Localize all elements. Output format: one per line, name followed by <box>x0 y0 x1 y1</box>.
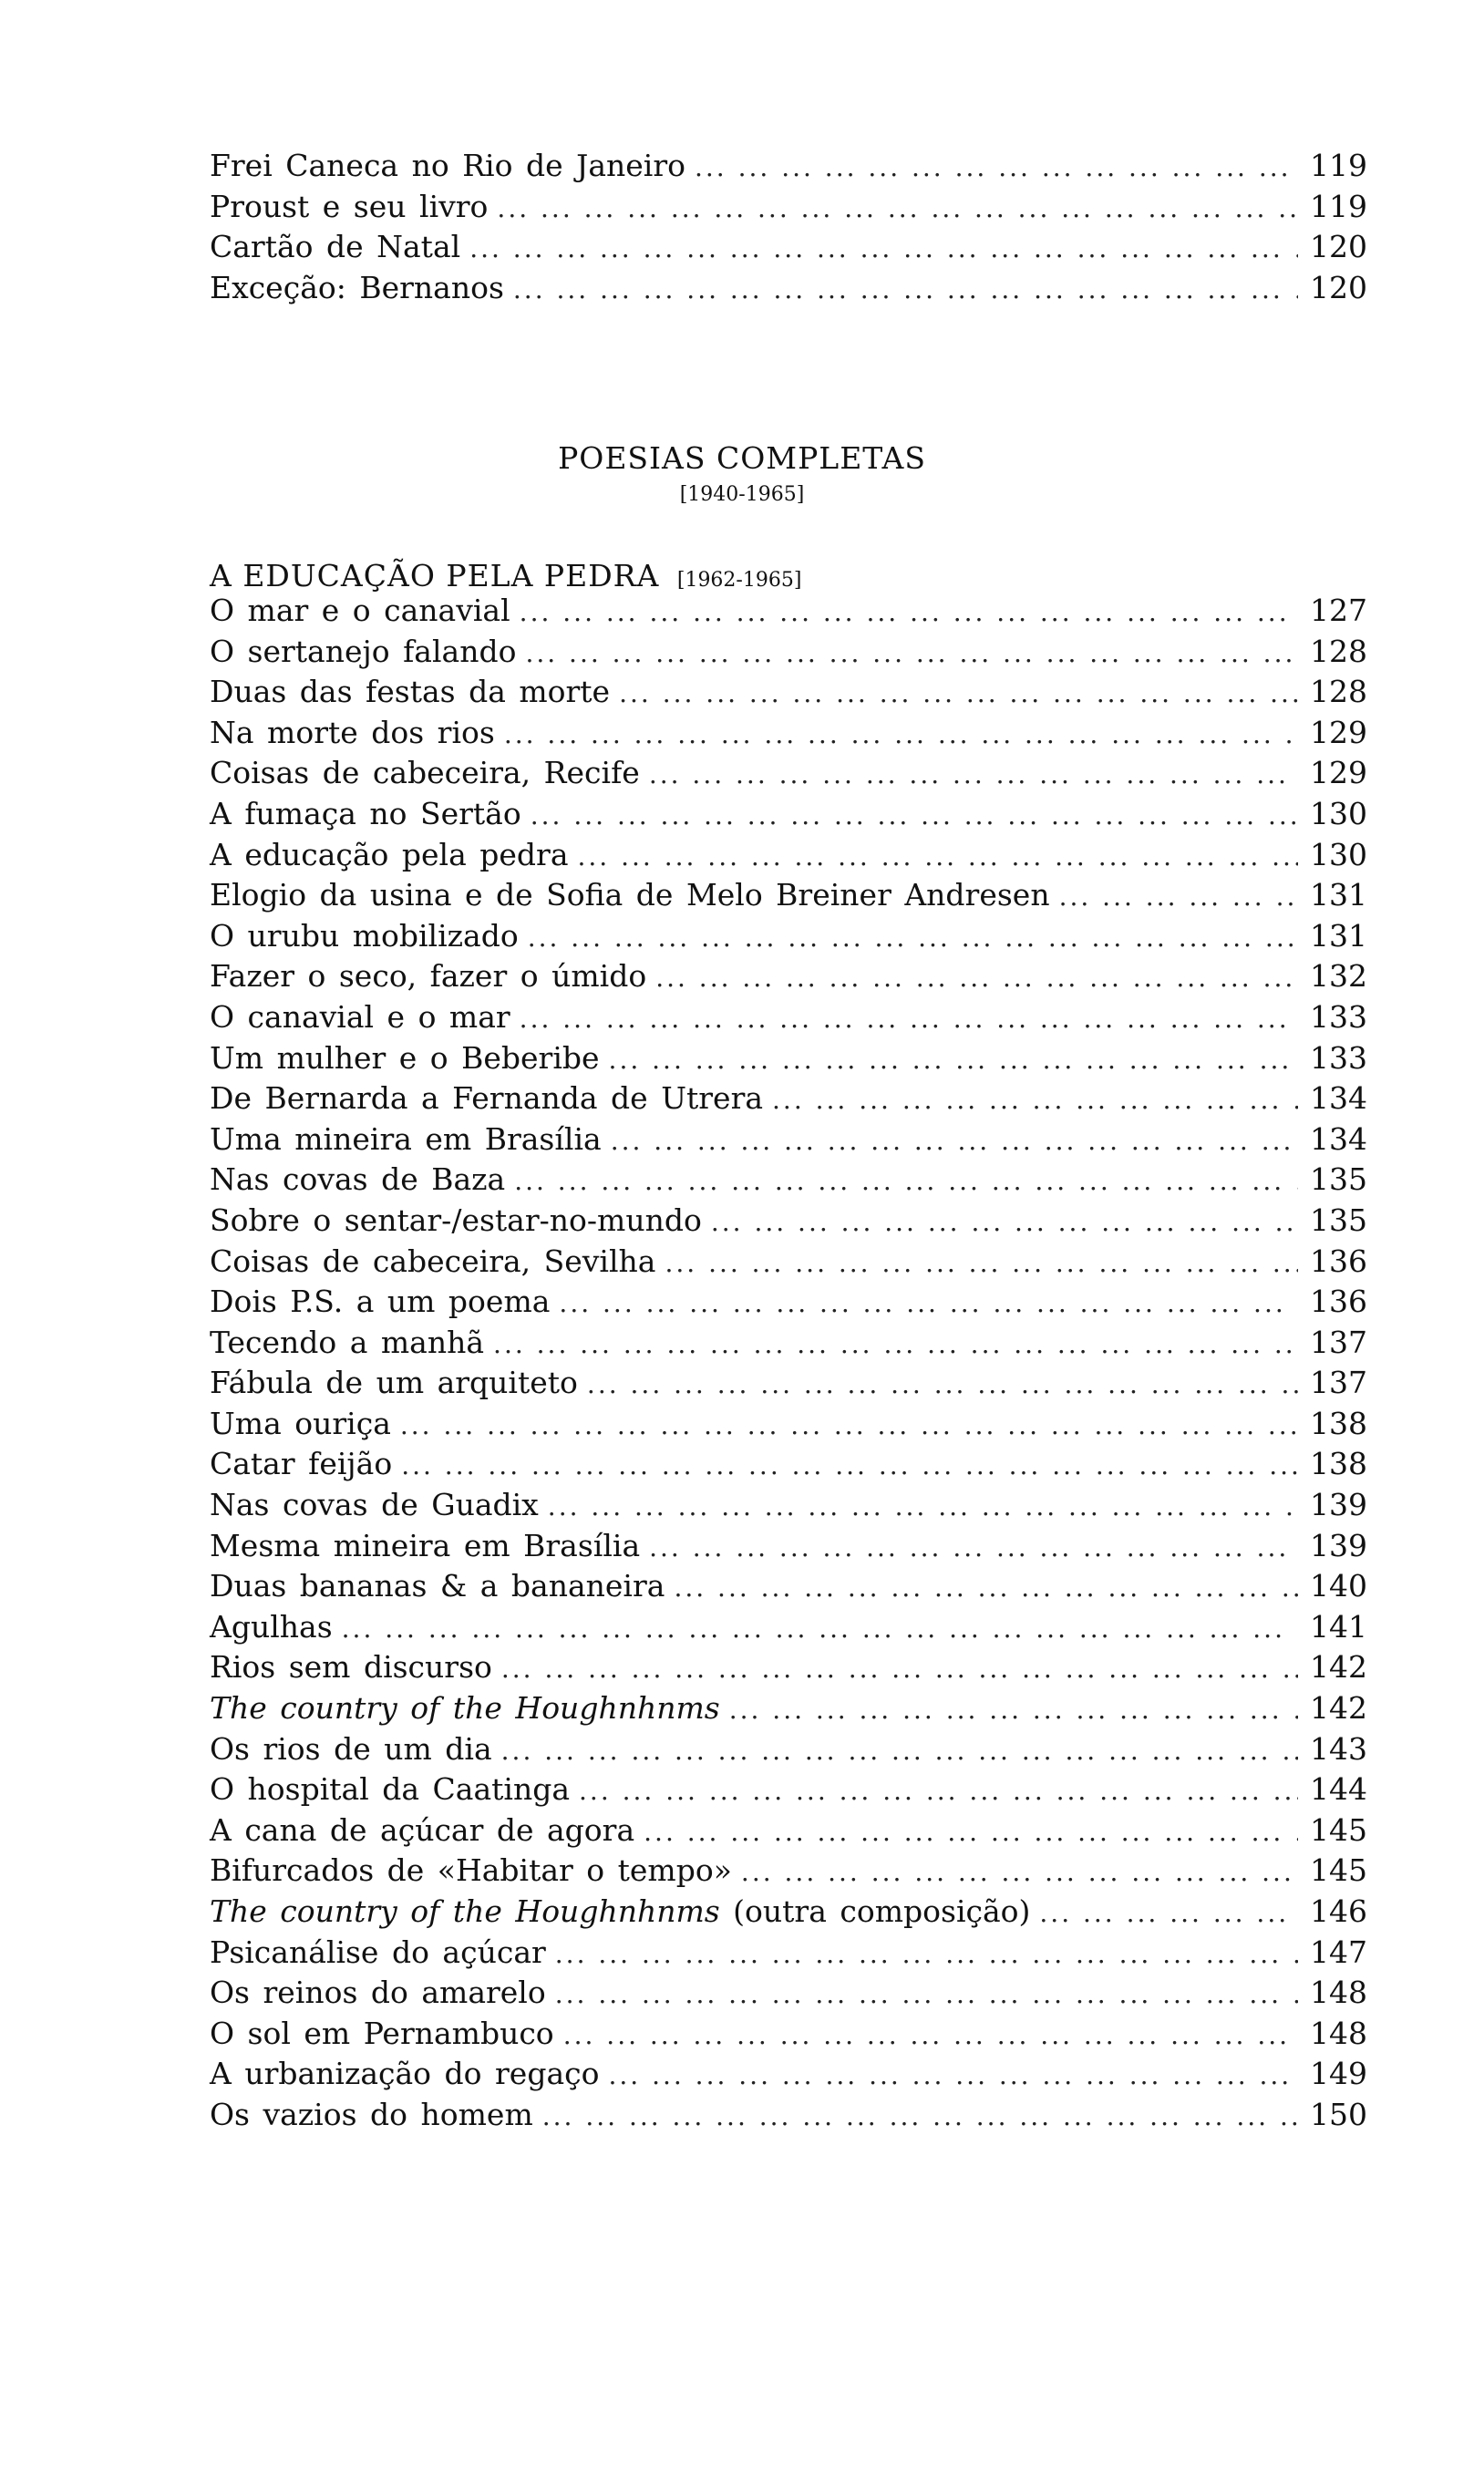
dot-leader <box>674 1568 1298 1609</box>
toc-entry-title-italic: The country of the Houghnhnms <box>210 1893 720 1929</box>
toc-entry <box>210 1973 1367 2014</box>
toc-entry <box>210 875 1367 916</box>
dot-leader <box>513 270 1298 311</box>
toc-entry-page: 132 <box>1310 958 1367 995</box>
toc-entry <box>210 1892 1367 1933</box>
toc-entry-page: 145 <box>1310 1852 1367 1889</box>
dot-leader <box>619 674 1298 715</box>
toc-entry-title: Psicanálise do açúcar <box>210 1934 546 1970</box>
toc-entry-page: 129 <box>1310 714 1367 750</box>
dot-leader <box>649 1528 1298 1569</box>
toc-entry-page: 133 <box>1310 1039 1367 1076</box>
toc-entry-title: Rios sem discurso <box>210 1649 492 1686</box>
toc-entry <box>210 753 1367 794</box>
toc-entry <box>210 1688 1367 1729</box>
toc-entry <box>210 2014 1367 2055</box>
toc-entry-page: 131 <box>1310 877 1367 913</box>
dot-leader <box>525 634 1298 675</box>
dot-leader <box>729 1690 1298 1731</box>
toc-entry-title: Duas bananas & a bananeira <box>210 1568 665 1604</box>
toc-entry <box>210 997 1367 1038</box>
toc-entry <box>210 227 1367 268</box>
toc-entry-title: Mesma mineira em Brasília <box>210 1527 641 1563</box>
toc-entry <box>210 1078 1367 1119</box>
toc-entry <box>210 1323 1367 1364</box>
toc-entry-title: Cartão de Natal <box>210 229 461 265</box>
toc-entry-title <box>210 1892 1039 1933</box>
toc-entry <box>210 1404 1367 1445</box>
toc-entry-page: 135 <box>1310 1202 1367 1238</box>
toc-entry <box>210 1851 1367 1892</box>
toc-entry-title: Exceção: Bernanos <box>210 269 504 305</box>
toc-entry <box>210 916 1367 957</box>
dot-leader <box>772 1080 1298 1121</box>
dot-leader <box>711 1202 1298 1243</box>
toc-entry-page: 150 <box>1310 2096 1367 2132</box>
toc-entry-page: 137 <box>1310 1324 1367 1360</box>
toc-entry <box>210 1242 1367 1283</box>
toc-entry-title: Uma mineira em Brasília <box>210 1120 602 1157</box>
toc-entry-title: Duas das festas da morte <box>210 674 611 710</box>
toc-entry-page: 130 <box>1310 836 1367 872</box>
toc-entry-title: Coisas de cabeceira, Sevilha <box>210 1243 656 1279</box>
toc-entry-title: Fazer o seco, fazer o úmido <box>210 958 647 995</box>
toc-entry-page: 119 <box>1310 188 1367 224</box>
toc-entry-page: 143 <box>1310 1730 1367 1767</box>
toc-entry-title-italic: The country of the Houghnhnms <box>210 1690 720 1727</box>
toc-entry-title: Fábula de um arquiteto <box>210 1365 578 1401</box>
toc-entry <box>210 1160 1367 1201</box>
toc-entry-title: Na morte dos rios <box>210 714 495 750</box>
dot-leader <box>609 1040 1298 1081</box>
toc-entry-page: 148 <box>1310 2015 1367 2051</box>
toc-entry <box>210 2095 1367 2136</box>
dot-leader <box>555 1934 1298 1975</box>
toc-entry-page: 130 <box>1310 795 1367 831</box>
toc-entry-title: Tecendo a manhã <box>210 1324 485 1360</box>
dot-leader <box>579 1771 1298 1812</box>
toc-entry-page: 140 <box>1310 1568 1367 1604</box>
toc-entry-page: 120 <box>1310 269 1367 305</box>
dot-leader <box>1059 877 1298 918</box>
toc-entry-page: 137 <box>1310 1365 1367 1401</box>
toc-entry-title: Sobre o sentar-/estar-no-mundo <box>210 1202 702 1238</box>
toc-top-list <box>210 146 1367 308</box>
toc-entry <box>210 835 1367 876</box>
toc-entry <box>210 1363 1367 1404</box>
dot-leader <box>563 2016 1298 2057</box>
toc-entry-title: Catar feijão <box>210 1446 393 1482</box>
dot-leader <box>548 1487 1298 1528</box>
toc-entry-page: 128 <box>1310 633 1367 669</box>
toc-entry-page: 138 <box>1310 1405 1367 1441</box>
toc-entry <box>210 794 1367 835</box>
dot-leader <box>493 1325 1298 1366</box>
toc-main-list <box>210 591 1367 2136</box>
toc-entry <box>210 1444 1367 1485</box>
dot-leader <box>531 796 1298 837</box>
dot-leader <box>1039 1893 1298 1934</box>
toc-entry-title: A urbanização do regaço <box>210 2056 600 2092</box>
dot-leader <box>649 755 1298 796</box>
toc-entry <box>210 713 1367 754</box>
toc-entry <box>210 1201 1367 1242</box>
toc-entry-title: Os rios de um dia <box>210 1730 492 1767</box>
toc-entry-title-suffix: (outra composição) <box>719 1893 1031 1929</box>
toc-entry-page: 145 <box>1310 1811 1367 1848</box>
toc-entry-title: Os vazios do homem <box>210 2096 533 2132</box>
toc-entry-page: 141 <box>1310 1608 1367 1645</box>
toc-entry-page: 136 <box>1310 1243 1367 1279</box>
toc-entry-page: 142 <box>1310 1690 1367 1727</box>
toc-entry-title: Coisas de cabeceira, Recife <box>210 755 640 791</box>
toc-entry-title: Um mulher e o Beberibe <box>210 1039 600 1076</box>
toc-entry-page: 136 <box>1310 1284 1367 1320</box>
section-years: [1940-1965] <box>679 483 805 506</box>
dot-leader <box>542 2097 1298 2138</box>
toc-entry <box>210 1769 1367 1810</box>
toc-entry-page: 131 <box>1310 917 1367 954</box>
toc-entry <box>210 1607 1367 1648</box>
dot-leader <box>520 593 1298 634</box>
toc-entry-title: A educação pela pedra <box>210 836 569 872</box>
toc-entry <box>210 632 1367 673</box>
toc-entry-title: Dois P.S. a um poema <box>210 1284 551 1320</box>
toc-entry-title: Frei Caneca no Rio de Janeiro <box>210 148 685 183</box>
dot-leader <box>655 958 1298 999</box>
toc-entry-page: 128 <box>1310 674 1367 710</box>
toc-entry-page: 138 <box>1310 1446 1367 1482</box>
toc-entry-title: O urubu mobilizado <box>210 917 519 954</box>
toc-entry-title: Nas covas de Guadix <box>210 1487 539 1523</box>
book-title-text: A EDUCAÇÃO PELA PEDRA <box>210 558 660 593</box>
toc-entry-title: Uma ouriça <box>210 1405 391 1441</box>
toc-entry <box>210 1119 1367 1160</box>
toc-entry <box>210 591 1367 632</box>
toc-entry-title: O hospital da Caatinga <box>210 1771 571 1808</box>
toc-entry-title: O mar e o canavial <box>210 593 510 628</box>
dot-leader <box>497 189 1298 230</box>
dot-leader <box>400 1406 1298 1447</box>
toc-entry-title: De Bernarda a Fernanda de Utrera <box>210 1080 764 1117</box>
toc-entry <box>210 1566 1367 1607</box>
dot-leader <box>644 1812 1298 1853</box>
dot-leader <box>587 1365 1298 1406</box>
dot-leader <box>559 1284 1298 1325</box>
toc-entry <box>210 1282 1367 1323</box>
toc-entry <box>210 1526 1367 1567</box>
book-years: [1962-1965] <box>676 569 802 592</box>
dot-leader <box>501 1649 1298 1690</box>
toc-entry <box>210 1485 1367 1526</box>
toc-entry-title: Elogio da usina e de Sofia de Melo Breiner Andresen <box>210 877 1050 913</box>
dot-leader <box>514 1161 1298 1202</box>
toc-entry-title: Nas covas de Baza <box>210 1161 506 1198</box>
toc-entry-title: O sol em Pernambuco <box>210 2015 554 2051</box>
toc-entry-page: 134 <box>1310 1120 1367 1157</box>
toc-entry <box>210 2054 1367 2095</box>
toc-entry-page: 142 <box>1310 1649 1367 1686</box>
toc-entry-title: O canavial e o mar <box>210 998 510 1035</box>
toc-entry <box>210 1810 1367 1851</box>
toc-entry-title: Bifurcados de «Habitar o tempo» <box>210 1852 732 1889</box>
toc-entry-title: Agulhas <box>210 1608 333 1645</box>
dot-leader <box>342 1609 1298 1650</box>
dot-leader <box>695 148 1298 189</box>
toc-entry <box>210 1933 1367 1974</box>
toc-entry-title: A cana de açúcar de agora <box>210 1811 635 1848</box>
toc-entry <box>210 1729 1367 1770</box>
toc-entry-page: 139 <box>1310 1487 1367 1523</box>
toc-entry-page: 144 <box>1310 1771 1367 1808</box>
toc-entry-title <box>210 1688 729 1729</box>
toc-entry <box>210 268 1367 309</box>
toc-entry <box>210 187 1367 228</box>
toc-entry-page: 147 <box>1310 1934 1367 1970</box>
toc-entry-page: 119 <box>1310 148 1367 183</box>
toc-entry-page: 149 <box>1310 2056 1367 2092</box>
dot-leader <box>469 229 1298 270</box>
dot-leader <box>401 1446 1298 1487</box>
toc-entry-page: 120 <box>1310 229 1367 265</box>
toc-entry-title: Os reinos do amarelo <box>210 1975 546 2011</box>
toc-entry-page: 135 <box>1310 1161 1367 1198</box>
dot-leader <box>741 1852 1298 1893</box>
dot-leader <box>520 999 1298 1040</box>
dot-leader <box>608 2056 1298 2097</box>
toc-entry <box>210 672 1367 713</box>
toc-entry-page: 134 <box>1310 1080 1367 1117</box>
toc-entry-page: 133 <box>1310 998 1367 1035</box>
dot-leader <box>555 1975 1298 2016</box>
toc-entry <box>210 146 1367 187</box>
toc-entry <box>210 956 1367 997</box>
toc-entry-page: 127 <box>1310 593 1367 628</box>
dot-leader <box>611 1121 1298 1162</box>
toc-entry-page: 148 <box>1310 1975 1367 2011</box>
dot-leader <box>528 918 1298 959</box>
dot-leader <box>504 715 1298 756</box>
toc-entry-page: 139 <box>1310 1527 1367 1563</box>
section-heading: POESIAS COMPLETAS <box>558 440 926 476</box>
toc-entry <box>210 1647 1367 1688</box>
toc-entry <box>210 1038 1367 1079</box>
toc-entry-title: Proust e seu livro <box>210 188 489 224</box>
dot-leader <box>578 837 1299 878</box>
toc-entry-page: 129 <box>1310 755 1367 791</box>
dot-leader <box>665 1243 1298 1284</box>
toc-entry-title: O sertanejo falando <box>210 633 517 669</box>
dot-leader <box>501 1731 1298 1772</box>
toc-entry-page: 146 <box>1310 1893 1367 1929</box>
book-title <box>210 558 801 593</box>
toc-entry-title: A fumaça no Sertão <box>210 795 521 831</box>
